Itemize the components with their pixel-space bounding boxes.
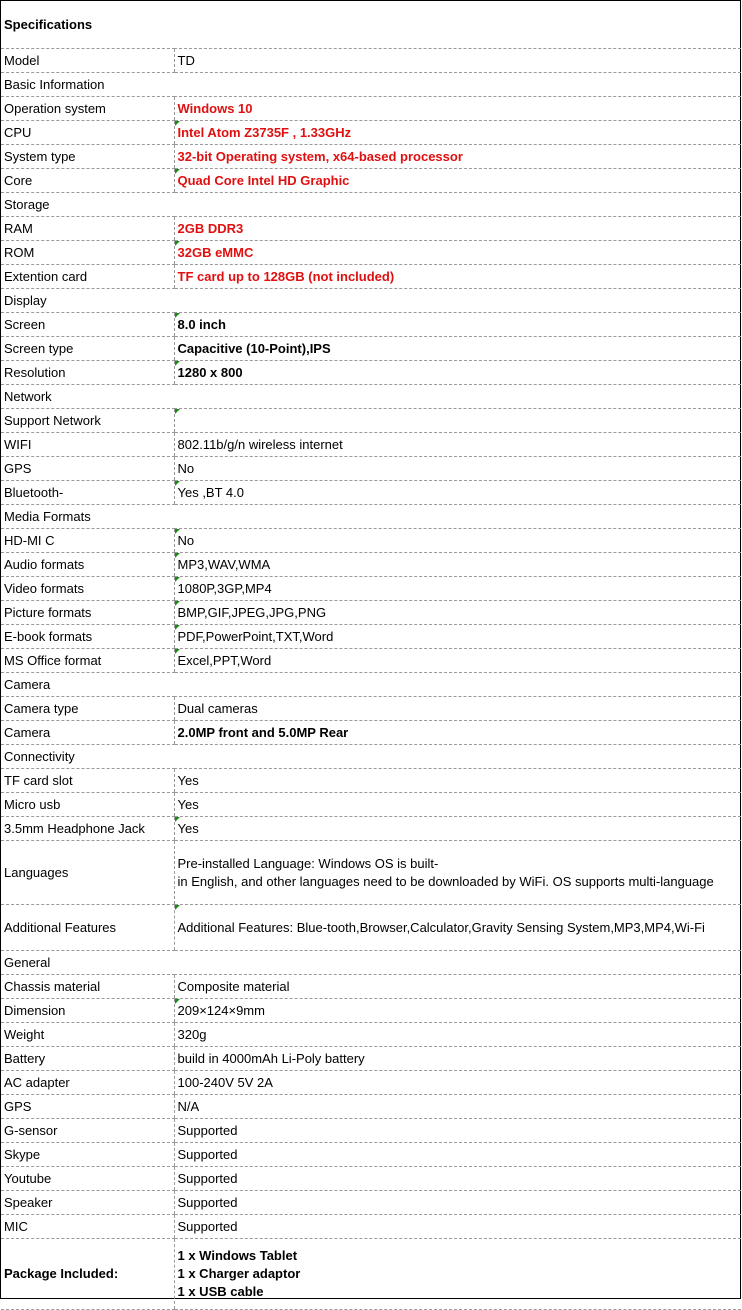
spec-value: TF card up to 128GB (not included) xyxy=(174,265,741,289)
spec-row xyxy=(1,1143,741,1167)
spec-row xyxy=(1,241,741,265)
spec-label: System type xyxy=(1,145,174,169)
section-header: General xyxy=(1,951,741,975)
section-header: Storage xyxy=(1,193,741,217)
spec-row xyxy=(1,169,741,193)
spec-value: Pre-installed Language: Windows OS is built- in English, and other languages need to be downloaded by WiFi. OS supports multi-language xyxy=(174,841,741,905)
spec-row xyxy=(1,999,741,1023)
spec-value: Supported xyxy=(174,1143,741,1167)
spec-label: Model xyxy=(1,49,174,73)
spec-value: 1 x Windows Tablet 1 x Charger adaptor 1 x USB cable xyxy=(174,1239,741,1310)
spec-label: Package Included: xyxy=(1,1239,174,1310)
spec-label: Support Network xyxy=(1,409,174,433)
spec-row xyxy=(1,265,741,289)
spec-label: Bluetooth- xyxy=(1,481,174,505)
section-header: Network xyxy=(1,385,741,409)
spec-value: PDF,PowerPoint,TXT,Word xyxy=(174,625,741,649)
section-header-row xyxy=(1,673,741,697)
section-header: Camera xyxy=(1,673,741,697)
spec-row xyxy=(1,1215,741,1239)
spec-row xyxy=(1,601,741,625)
spec-label: Weight xyxy=(1,1023,174,1047)
spec-value: Yes ,BT 4.0 xyxy=(174,481,741,505)
spec-label: WIFI xyxy=(1,433,174,457)
spec-value: BMP,GIF,JPEG,JPG,PNG xyxy=(174,601,741,625)
spec-value: Intel Atom Z3735F , 1.33GHz xyxy=(174,121,741,145)
spec-value: Composite material xyxy=(174,975,741,999)
spec-row xyxy=(1,1071,741,1095)
spec-value: TD xyxy=(174,49,741,73)
spec-row xyxy=(1,457,741,481)
spec-row xyxy=(1,1095,741,1119)
spec-label: E-book formats xyxy=(1,625,174,649)
spec-row xyxy=(1,577,741,601)
spec-value: Capacitive (10-Point),IPS xyxy=(174,337,741,361)
spec-row xyxy=(1,217,741,241)
spec-label: Camera type xyxy=(1,697,174,721)
section-header: Display xyxy=(1,289,741,313)
spec-value: Excel,PPT,Word xyxy=(174,649,741,673)
spec-row xyxy=(1,409,741,433)
spec-value: Yes xyxy=(174,793,741,817)
spec-label: MIC xyxy=(1,1215,174,1239)
spec-label: ROM xyxy=(1,241,174,265)
spec-row xyxy=(1,1239,741,1310)
spec-row xyxy=(1,553,741,577)
spec-row xyxy=(1,975,741,999)
spec-row xyxy=(1,1167,741,1191)
spec-value: No xyxy=(174,457,741,481)
spec-row xyxy=(1,121,741,145)
spec-value: Dual cameras xyxy=(174,697,741,721)
spec-label: MS Office format xyxy=(1,649,174,673)
spec-value: build in 4000mAh Li-Poly battery xyxy=(174,1047,741,1071)
spec-row xyxy=(1,361,741,385)
spec-label: Chassis material xyxy=(1,975,174,999)
section-header-row xyxy=(1,745,741,769)
section-header: Connectivity xyxy=(1,745,741,769)
spec-value: Yes xyxy=(174,769,741,793)
spec-value: 2GB DDR3 xyxy=(174,217,741,241)
spec-label: AC adapter xyxy=(1,1071,174,1095)
spec-row xyxy=(1,905,741,951)
spec-row xyxy=(1,529,741,553)
spec-row xyxy=(1,313,741,337)
section-header-row xyxy=(1,385,741,409)
spec-label: Resolution xyxy=(1,361,174,385)
spec-label: Video formats xyxy=(1,577,174,601)
spec-value: Supported xyxy=(174,1191,741,1215)
spec-row xyxy=(1,769,741,793)
spec-value: 32-bit Operating system, x64-based processor xyxy=(174,145,741,169)
section-header: Media Formats xyxy=(1,505,741,529)
spec-value: No xyxy=(174,529,741,553)
title-row xyxy=(1,1,741,49)
spec-label: Battery xyxy=(1,1047,174,1071)
spec-value xyxy=(174,409,741,433)
spec-value: MP3,WAV,WMA xyxy=(174,553,741,577)
spec-value: 209×124×9mm xyxy=(174,999,741,1023)
spec-label: Extention card xyxy=(1,265,174,289)
spec-label: GPS xyxy=(1,1095,174,1119)
spec-label: Picture formats xyxy=(1,601,174,625)
spec-label: TF card slot xyxy=(1,769,174,793)
spec-label: Skype xyxy=(1,1143,174,1167)
spec-row xyxy=(1,145,741,169)
spec-row xyxy=(1,433,741,457)
spec-value: Supported xyxy=(174,1167,741,1191)
spec-value: 802.11b/g/n wireless internet xyxy=(174,433,741,457)
spec-label: Micro usb xyxy=(1,793,174,817)
spec-value: 32GB eMMC xyxy=(174,241,741,265)
spec-label: HD-MI C xyxy=(1,529,174,553)
spec-row xyxy=(1,841,741,905)
spec-label: Languages xyxy=(1,841,174,905)
spec-label: Youtube xyxy=(1,1167,174,1191)
spec-label: 3.5mm Headphone Jack xyxy=(1,817,174,841)
spec-value: Windows 10 xyxy=(174,97,741,121)
spec-label: Camera xyxy=(1,721,174,745)
spec-row xyxy=(1,721,741,745)
spec-row xyxy=(1,1119,741,1143)
spec-label: Screen type xyxy=(1,337,174,361)
spec-row xyxy=(1,793,741,817)
spec-value: Supported xyxy=(174,1119,741,1143)
section-header-row xyxy=(1,951,741,975)
spec-label: Additional Features xyxy=(1,905,174,951)
section-header-row xyxy=(1,505,741,529)
spec-label: Screen xyxy=(1,313,174,337)
spec-label: Dimension xyxy=(1,999,174,1023)
spec-value: 1080P,3GP,MP4 xyxy=(174,577,741,601)
spec-label: Audio formats xyxy=(1,553,174,577)
spec-row xyxy=(1,625,741,649)
spec-value: Additional Features: Blue-tooth,Browser,Calculator,Gravity Sensing System,MP3,MP4,Wi-Fi xyxy=(174,905,741,951)
section-header-row xyxy=(1,193,741,217)
spec-label: RAM xyxy=(1,217,174,241)
spec-row xyxy=(1,697,741,721)
spec-value: 320g xyxy=(174,1023,741,1047)
spec-label: G-sensor xyxy=(1,1119,174,1143)
spec-value: Yes xyxy=(174,817,741,841)
spec-label: Operation system xyxy=(1,97,174,121)
spec-value: 1280 x 800 xyxy=(174,361,741,385)
spec-label: Speaker xyxy=(1,1191,174,1215)
spec-row xyxy=(1,649,741,673)
spec-row xyxy=(1,817,741,841)
spec-row xyxy=(1,49,741,73)
spec-value: Quad Core Intel HD Graphic xyxy=(174,169,741,193)
section-header-row xyxy=(1,73,741,97)
spec-label: Core xyxy=(1,169,174,193)
spec-value: 8.0 inch xyxy=(174,313,741,337)
spec-value: Supported xyxy=(174,1215,741,1239)
spec-value: 2.0MP front and 5.0MP Rear xyxy=(174,721,741,745)
spec-row xyxy=(1,1047,741,1071)
spec-row xyxy=(1,97,741,121)
spec-label: CPU xyxy=(1,121,174,145)
spec-row xyxy=(1,337,741,361)
section-header-row xyxy=(1,289,741,313)
spec-row xyxy=(1,1023,741,1047)
section-header: Basic Information xyxy=(1,73,741,97)
spec-value: 100-240V 5V 2A xyxy=(174,1071,741,1095)
spec-label: GPS xyxy=(1,457,174,481)
spec-value: N/A xyxy=(174,1095,741,1119)
spec-table xyxy=(1,1,741,1310)
sheet-title: Specifications xyxy=(1,1,741,49)
spec-row xyxy=(1,481,741,505)
spec-row xyxy=(1,1191,741,1215)
